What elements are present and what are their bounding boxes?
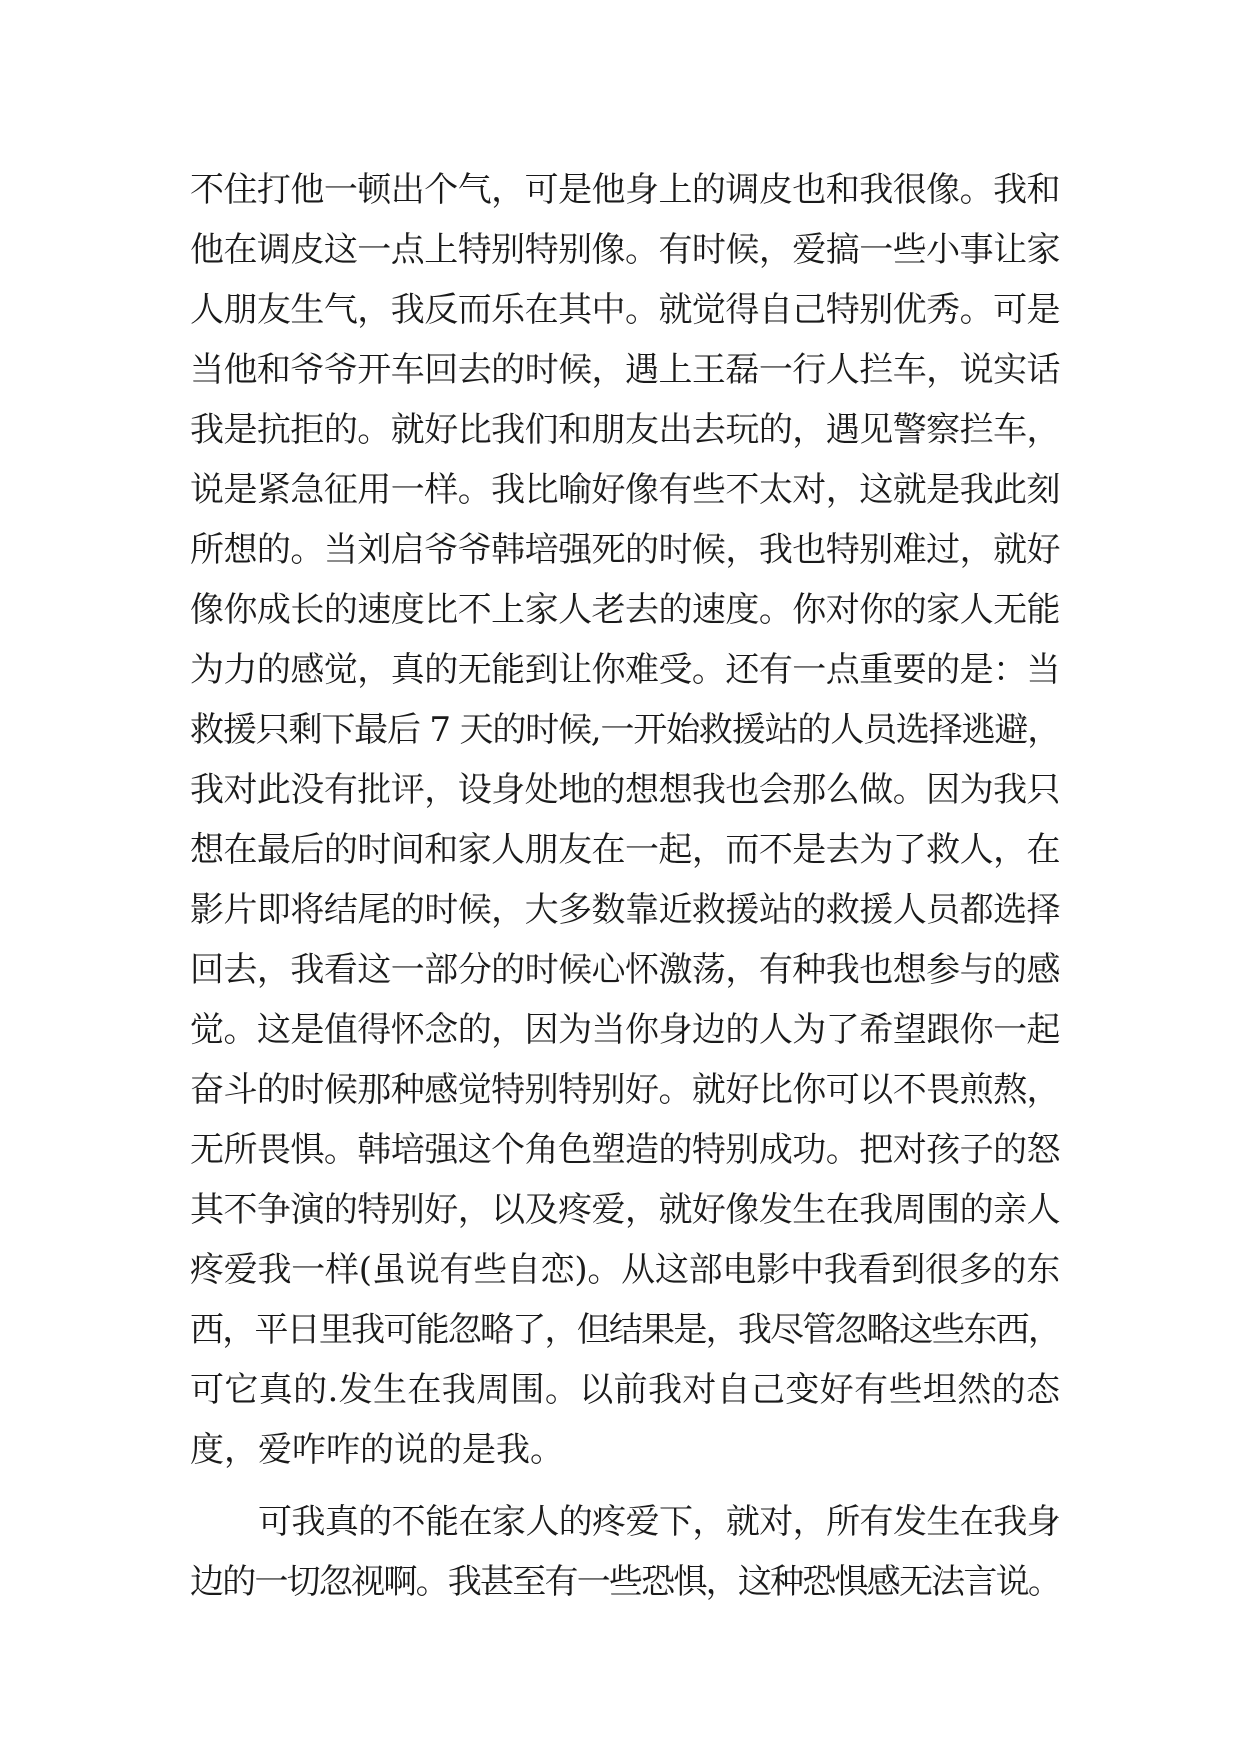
paragraph-1: [190, 160, 1060, 1480]
text-line: 不住打他一顿出个气，可是他身上的调皮也和我很像。我和: [190, 170, 1060, 210]
text-line: 人朋友生气，我反而乐在其中。就觉得自己特别优秀。可是: [190, 290, 1060, 330]
text-line: 他在调皮这一点上特别特别像。有时候，爱搞一些小事让家: [190, 230, 1060, 270]
text-line: 想在最后的时间和家人朋友在一起，而不是去为了救人，在: [190, 830, 1060, 870]
text-line: 边的一切忽视啊。我甚至有一些恐惧，这种恐惧感无法言说。: [190, 1562, 1060, 1602]
text-line: 像你成长的速度比不上家人老去的速度。你对你的家人无能: [190, 590, 1060, 630]
text-line: 回去，我看这一部分的时候心怀激荡，有种我也想参与的感: [190, 950, 1060, 990]
text-line: 救援只剩下最后 7 天的时候,一开始救援站的人员选择逃避，: [190, 710, 1060, 750]
text-line: 我是抗拒的。就好比我们和朋友出去玩的，遇见警察拦车，: [190, 410, 1060, 450]
text-line: 为力的感觉，真的无能到让你难受。还有一点重要的是：当: [190, 650, 1060, 690]
text-line: 可它真的.发生在我周围。以前我对自己变好有些坦然的态: [190, 1370, 1060, 1410]
text-line: 觉。这是值得怀念的，因为当你身边的人为了希望跟你一起: [190, 1010, 1060, 1050]
text-line: 无所畏惧。韩培强这个角色塑造的特别成功。把对孩子的怒: [190, 1130, 1060, 1170]
text-line: 可我真的不能在家人的疼爱下，就对，所有发生在我身: [258, 1502, 1060, 1542]
text-line: 影片即将结尾的时候，大多数靠近救援站的救援人员都选择: [190, 890, 1060, 930]
text-line: 其不争演的特别好，以及疼爱，就好像发生在我周围的亲人: [190, 1190, 1060, 1230]
text-line: 度，爱咋咋的说的是我。: [190, 1430, 564, 1470]
paragraph-gap: [190, 1480, 1060, 1492]
text-line: 所想的。当刘启爷爷韩培强死的时候，我也特别难过，就好: [190, 530, 1060, 570]
text-line: 我对此没有批评，设身处地的想想我也会那么做。因为我只: [190, 770, 1060, 810]
text-line: 奋斗的时候那种感觉特别特别好。就好比你可以不畏煎熬，: [190, 1070, 1060, 1110]
text-line: 说是紧急征用一样。我比喻好像有些不太对，这就是我此刻: [190, 470, 1060, 510]
text-line: 当他和爷爷开车回去的时候，遇上王磊一行人拦车，说实话: [190, 350, 1060, 390]
paragraph-2: [190, 1492, 1060, 1612]
body-text: [190, 160, 1060, 1612]
text-line: 西，平日里我可能忽略了，但结果是，我尽管忽略这些东西，: [190, 1310, 1060, 1350]
text-line: 疼爱我一样(虽说有些自恋)。从这部电影中我看到很多的东: [190, 1250, 1060, 1290]
